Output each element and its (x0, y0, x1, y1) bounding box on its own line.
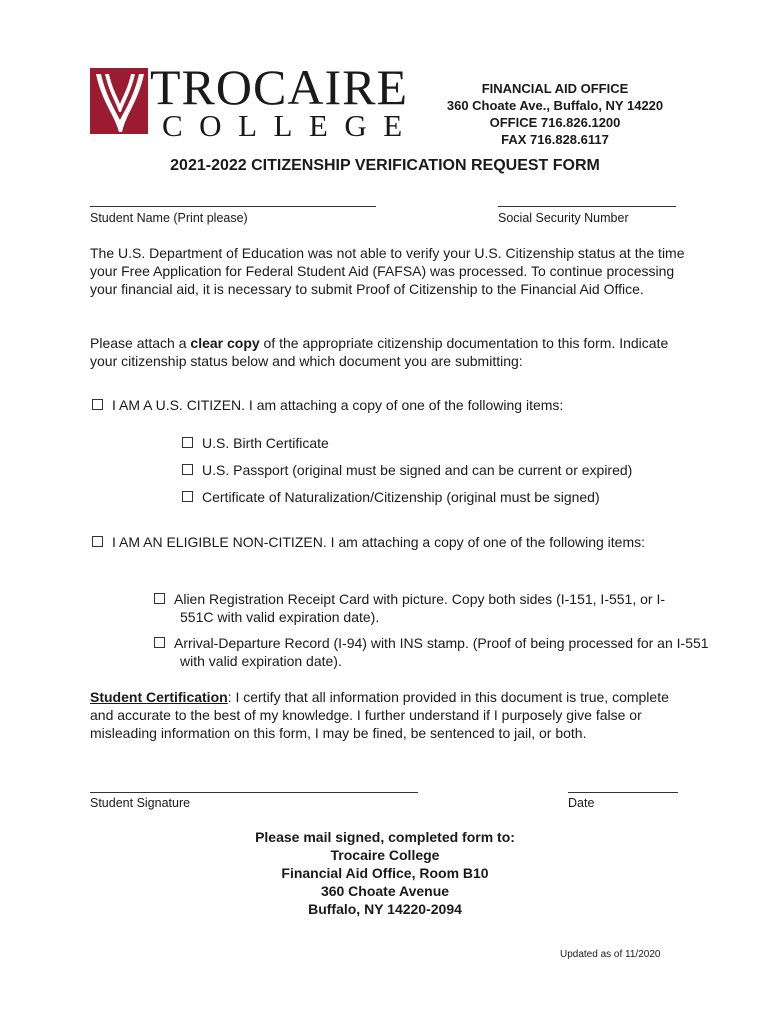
noncitizen-checkbox[interactable] (92, 536, 103, 547)
attach-text-2: of the appropriate citizenship documentation to this form. Indicate your citizenship status below and which document you are submitting: (90, 335, 669, 369)
mailing-address-block (0, 828, 770, 918)
logo-wordmark-top: TROCAIRE (150, 59, 408, 115)
signature-label: Student Signature (90, 796, 191, 810)
office-phone: OFFICE 716.826.1200 (489, 115, 621, 130)
arrival-departure-checkbox[interactable] (154, 637, 165, 648)
arrival-departure-option[interactable] (154, 634, 710, 670)
birth-certificate-label: U.S. Birth Certificate (202, 435, 329, 451)
citizen-option[interactable] (92, 396, 692, 414)
mail-city: Buffalo, NY 14220-2094 (308, 901, 462, 917)
passport-label: U.S. Passport (original must be signed and can be current or expired) (202, 462, 633, 478)
office-name: FINANCIAL AID OFFICE (481, 81, 629, 96)
passport-checkbox[interactable] (182, 464, 193, 475)
date-field[interactable] (568, 792, 678, 793)
citizen-checkbox[interactable] (92, 399, 103, 410)
logo-wordmark-bottom: COLLEGE (162, 108, 419, 143)
alien-card-option[interactable] (154, 590, 680, 626)
student-name-label: Student Name (Print please) (90, 211, 248, 225)
attach-paragraph (90, 334, 690, 370)
mail-street: 360 Choate Avenue (320, 883, 450, 899)
naturalization-option[interactable] (182, 488, 682, 506)
mail-instruction: Please mail signed, completed form to: (255, 829, 515, 845)
ssn-label: Social Security Number (498, 211, 629, 225)
form-title: 2021-2022 CITIZENSHIP VERIFICATION REQUEST FORM (170, 157, 600, 174)
date-label: Date (568, 796, 595, 810)
alien-card-checkbox[interactable] (154, 593, 165, 604)
certification-text: : I certify that all information provided in this document is true, complete and accurate to the best of my knowledge. I further understand if I purposely give false or misleading information on this form, I may be fined, be sentenced to jail, or both. (90, 689, 669, 741)
naturalization-label: Certificate of Naturalization/Citizenship (original must be signed) (202, 489, 600, 505)
office-fax: FAX 716.828.6117 (501, 132, 609, 147)
office-address-block (430, 80, 680, 148)
certification-paragraph (90, 688, 690, 742)
citizen-label: I AM A U.S. CITIZEN. I am attaching a copy of one of the following items: (112, 397, 564, 413)
arrival-departure-label: Arrival-Departure Record (I-94) with INS stamp. (Proof of being processed for an I-551 with valid expiration date). (174, 635, 709, 669)
attach-bold: clear copy (190, 335, 260, 351)
certification-heading: Student Certification (90, 689, 228, 705)
birth-certificate-checkbox[interactable] (182, 437, 193, 448)
student-name-field[interactable] (90, 206, 376, 207)
mail-college: Trocaire College (330, 847, 440, 863)
naturalization-checkbox[interactable] (182, 491, 193, 502)
noncitizen-label: I AM AN ELIGIBLE NON-CITIZEN. I am attaching a copy of one of the following items: (112, 534, 645, 550)
office-street: 360 Choate Ave., Buffalo, NY 14220 (446, 98, 664, 113)
passport-option[interactable] (182, 461, 682, 479)
updated-note: Updated as of 11/2020 (560, 949, 661, 960)
attach-text-1: Please attach a (90, 335, 191, 351)
intro-paragraph: The U.S. Department of Education was not able to verify your U.S. Citizenship status at the time your Free Application for Federal Student Aid (FAFSA) was processed. To continue processing your financial aid, it is necessary to submit Proof of Citizenship to the Financial Aid Office. (90, 245, 685, 297)
mail-office: Financial Aid Office, Room B10 (281, 865, 489, 881)
alien-card-label: Alien Registration Receipt Card with picture. Copy both sides (I-151, I-551, or I-551C with valid expiration date). (174, 591, 666, 625)
ssn-field[interactable] (498, 206, 676, 207)
signature-field[interactable] (90, 792, 418, 793)
birth-certificate-option[interactable] (182, 434, 682, 452)
noncitizen-option[interactable] (92, 533, 687, 551)
